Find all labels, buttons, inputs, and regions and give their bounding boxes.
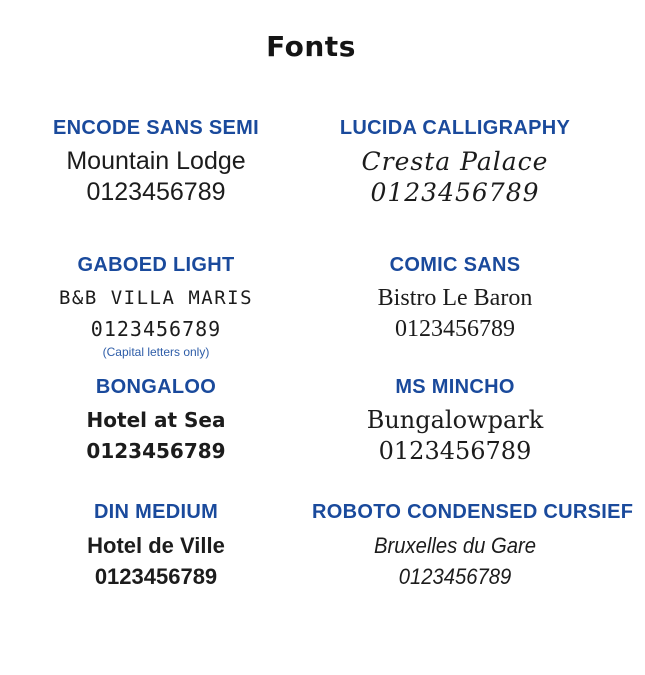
font-sample-digits: 0123456789	[86, 439, 226, 463]
page-title: Fonts	[266, 30, 356, 63]
font-block-gaboed-light	[0, 250, 312, 372]
font-sample-digits: 0123456789	[398, 564, 512, 589]
font-name-heading: BONGALOO	[95, 376, 217, 398]
font-block-bongaloo	[0, 372, 312, 497]
font-sample-text: Bruxelles du Gare	[373, 533, 537, 558]
font-sample-digits: 0123456789	[90, 317, 222, 341]
font-name-heading: MS MINCHO	[395, 376, 515, 398]
font-name-heading: LUCIDA CALLIGRAPHY	[339, 117, 571, 139]
font-sample-text: B&B VILLA MARIS	[58, 287, 254, 309]
font-sample-text: Cresta Palace	[361, 147, 549, 176]
font-block-ms-mincho	[312, 372, 598, 497]
font-sample-digits: 0123456789	[378, 437, 532, 465]
font-sample-digits: 0123456789	[94, 564, 218, 589]
font-column-right	[312, 113, 634, 592]
font-sample-text: Bungalowpark	[366, 406, 544, 434]
font-columns	[0, 113, 634, 592]
font-sample-digits: 0123456789	[395, 316, 515, 342]
font-sample-digits: 0123456789	[370, 178, 540, 207]
font-sample-text: Mountain Lodge	[66, 147, 246, 175]
font-block-lucida-calligraphy	[312, 113, 598, 250]
font-block-comic-sans	[312, 250, 598, 372]
font-name-heading: DIN MEDIUM	[93, 501, 219, 523]
fonts-specimen-page	[0, 30, 634, 592]
font-block-encode-sans-semi	[0, 113, 312, 250]
font-sample-text: Bistro Le Baron	[377, 285, 533, 311]
font-name-heading: COMIC SANS	[389, 254, 521, 276]
font-name-heading: ROBOTO CONDENSED CURSIEF	[312, 501, 634, 523]
font-block-roboto-condensed-cursief	[312, 497, 634, 592]
font-sample-digits: 0123456789	[86, 178, 226, 206]
font-sample-text: Hotel de Ville	[87, 533, 225, 558]
capital-letters-note: (Capital letters only)	[102, 345, 210, 359]
font-column-left	[0, 113, 312, 592]
font-sample-text: Hotel at Sea	[86, 408, 226, 432]
font-name-heading: ENCODE SANS SEMI	[53, 117, 259, 139]
font-name-heading: GABOED LIGHT	[77, 254, 235, 276]
font-block-din-medium	[0, 497, 312, 592]
